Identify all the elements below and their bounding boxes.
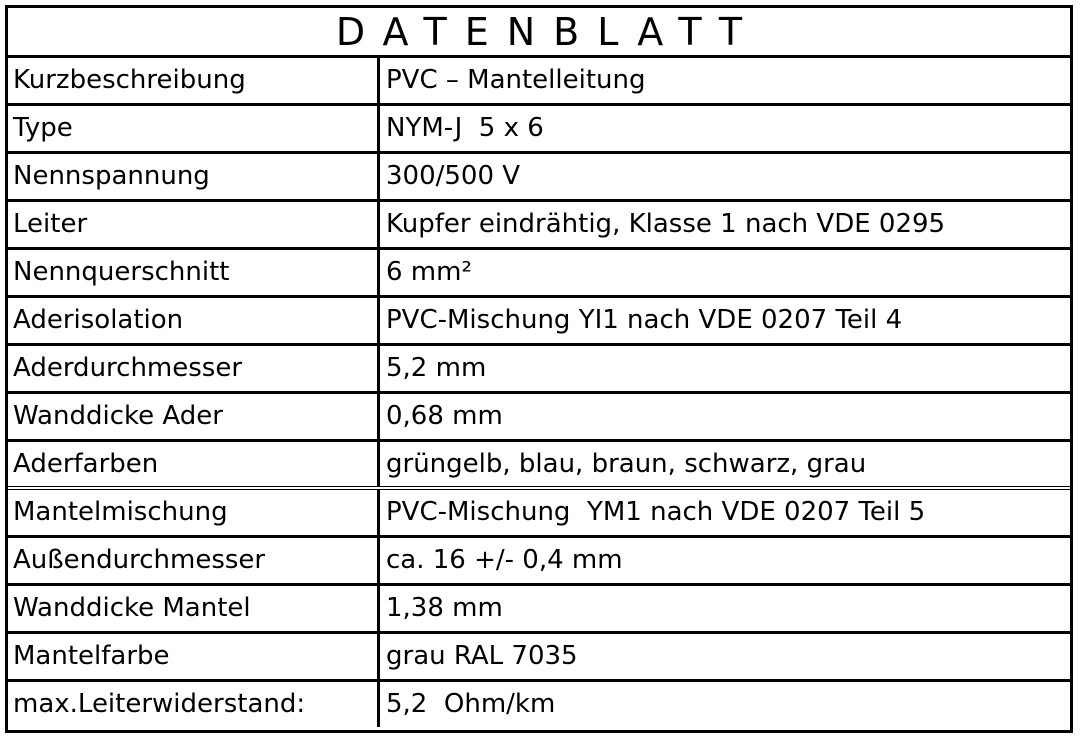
row-label: Mantelmischung <box>8 490 380 535</box>
row-value: 1,38 mm <box>386 593 503 623</box>
row-value: 0,68 mm <box>386 401 503 431</box>
datasheet-rows <box>8 58 1070 727</box>
table-row <box>8 250 1070 298</box>
row-label: Aderisolation <box>8 298 380 343</box>
row-value: grüngelb, blau, braun, schwarz, grau <box>386 449 867 479</box>
row-label: Außendurchmesser <box>8 538 380 583</box>
table-row <box>8 634 1070 682</box>
row-label: Wanddicke Ader <box>8 394 380 439</box>
row-value: grau RAL 7035 <box>386 641 578 671</box>
table-row <box>8 586 1070 634</box>
row-value: PVC-Mischung YI1 nach VDE 0207 Teil 4 <box>386 305 903 335</box>
row-label: Wanddicke Mantel <box>8 586 380 631</box>
table-row <box>8 202 1070 250</box>
row-label: Nennspannung <box>8 154 380 199</box>
row-value: PVC-Mischung YM1 nach VDE 0207 Teil 5 <box>386 497 926 527</box>
row-value: 5,2 Ohm/km <box>386 689 556 719</box>
row-value: 6 mm² <box>386 257 472 287</box>
row-label: Nennquerschnitt <box>8 250 380 295</box>
table-row <box>8 58 1070 106</box>
row-label: max.Leiterwiderstand: <box>8 682 380 727</box>
datasheet-table <box>5 5 1073 733</box>
table-row <box>8 682 1070 727</box>
table-row <box>8 298 1070 346</box>
row-label: Kurzbeschreibung <box>8 58 380 103</box>
table-row <box>8 346 1070 394</box>
table-row <box>8 538 1070 586</box>
row-label: Aderfarben <box>8 442 380 486</box>
table-row <box>8 106 1070 154</box>
row-value: 300/500 V <box>386 161 521 191</box>
row-label: Mantelfarbe <box>8 634 380 679</box>
table-row <box>8 154 1070 202</box>
row-value: PVC – Mantelleitung <box>386 65 646 95</box>
row-label: Leiter <box>8 202 380 247</box>
row-label: Type <box>8 106 380 151</box>
table-row <box>8 394 1070 442</box>
datasheet-title: DATENBLATT <box>8 8 1070 58</box>
table-row <box>8 442 1070 490</box>
row-value: NYM-J 5 x 6 <box>386 113 544 143</box>
row-value: Kupfer eindrähtig, Klasse 1 nach VDE 0295 <box>386 209 946 239</box>
row-label: Aderdurchmesser <box>8 346 380 391</box>
table-row <box>8 490 1070 538</box>
row-value: ca. 16 +/- 0,4 mm <box>386 545 623 575</box>
row-value: 5,2 mm <box>386 353 487 383</box>
